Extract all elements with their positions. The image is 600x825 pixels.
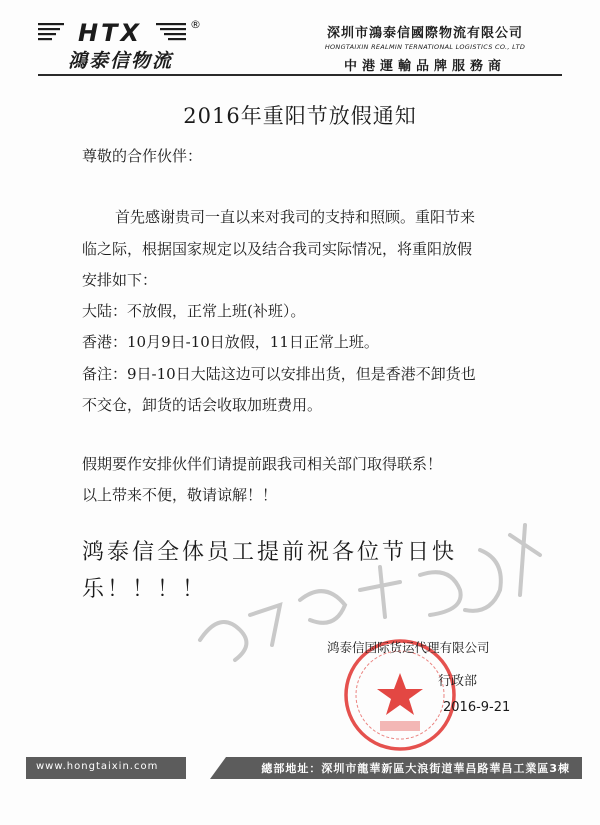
notice-title: 2016年重阳节放假通知 [183,104,417,128]
hongkong-schedule: 香港：10月9日-10日放假，11日正常上班。 [82,333,379,351]
company-header [290,22,560,74]
footer-divider [186,757,226,779]
footer-website: www.hongtaixin.com [36,761,159,772]
paragraph-line: 临之际，根据国家规定以及结合我司实际情况，将重阳放假 [82,240,473,258]
paragraph-line: 安排如下： [82,271,158,289]
mainland-schedule: 大陆：不放假，正常上班(补班）。 [82,302,306,320]
registered-mark: ® [190,18,201,31]
contact-notice: 假期要作安排伙伴们请提前跟我司相关部门取得联系！ [82,455,443,473]
logo-chinese-name: 鴻泰信物流 [68,50,174,72]
paragraph-line: 首先感谢贵司一直以来对我司的支持和照顾。重阳节来 [115,208,476,226]
footer-address: 總部地址：深圳市龍華新區大浪街道華昌路華昌工業區3棟 [261,762,570,775]
svg-text:HTX: HTX [78,20,142,44]
apology-text: 以上带来不便，敬请谅解！！ [82,486,278,504]
signature-department: 行政部 [438,674,478,689]
greeting-line: 鸿泰信全体员工提前祝各位节日快 [82,540,458,565]
company-name-cn: 深圳市鴻泰信國際物流有限公司 [326,26,523,41]
note-line: 备注：9日-10日大陆这边可以安排出货，但是香港不卸货也 [82,365,476,383]
company-name-en: HONGTAIXIN REALMIN TERNATIONAL LOGISTICS CO., LTD [324,43,526,51]
footer-bar [26,757,582,779]
greeting-line: 乐！！！！ [82,577,208,602]
signature-date: 2016-9-21 [443,700,511,715]
note-line: 不交仓，卸货的话会收取加班费用。 [82,396,323,414]
header-divider [38,74,562,76]
salutation: 尊敬的合作伙伴： [82,147,203,165]
htx-logo-mark [38,20,188,44]
company-slogan: 中港運輸品牌服務商 [343,59,506,74]
company-logo [38,18,201,72]
signature-company: 鸿泰信国际货运代理有限公司 [327,640,490,655]
